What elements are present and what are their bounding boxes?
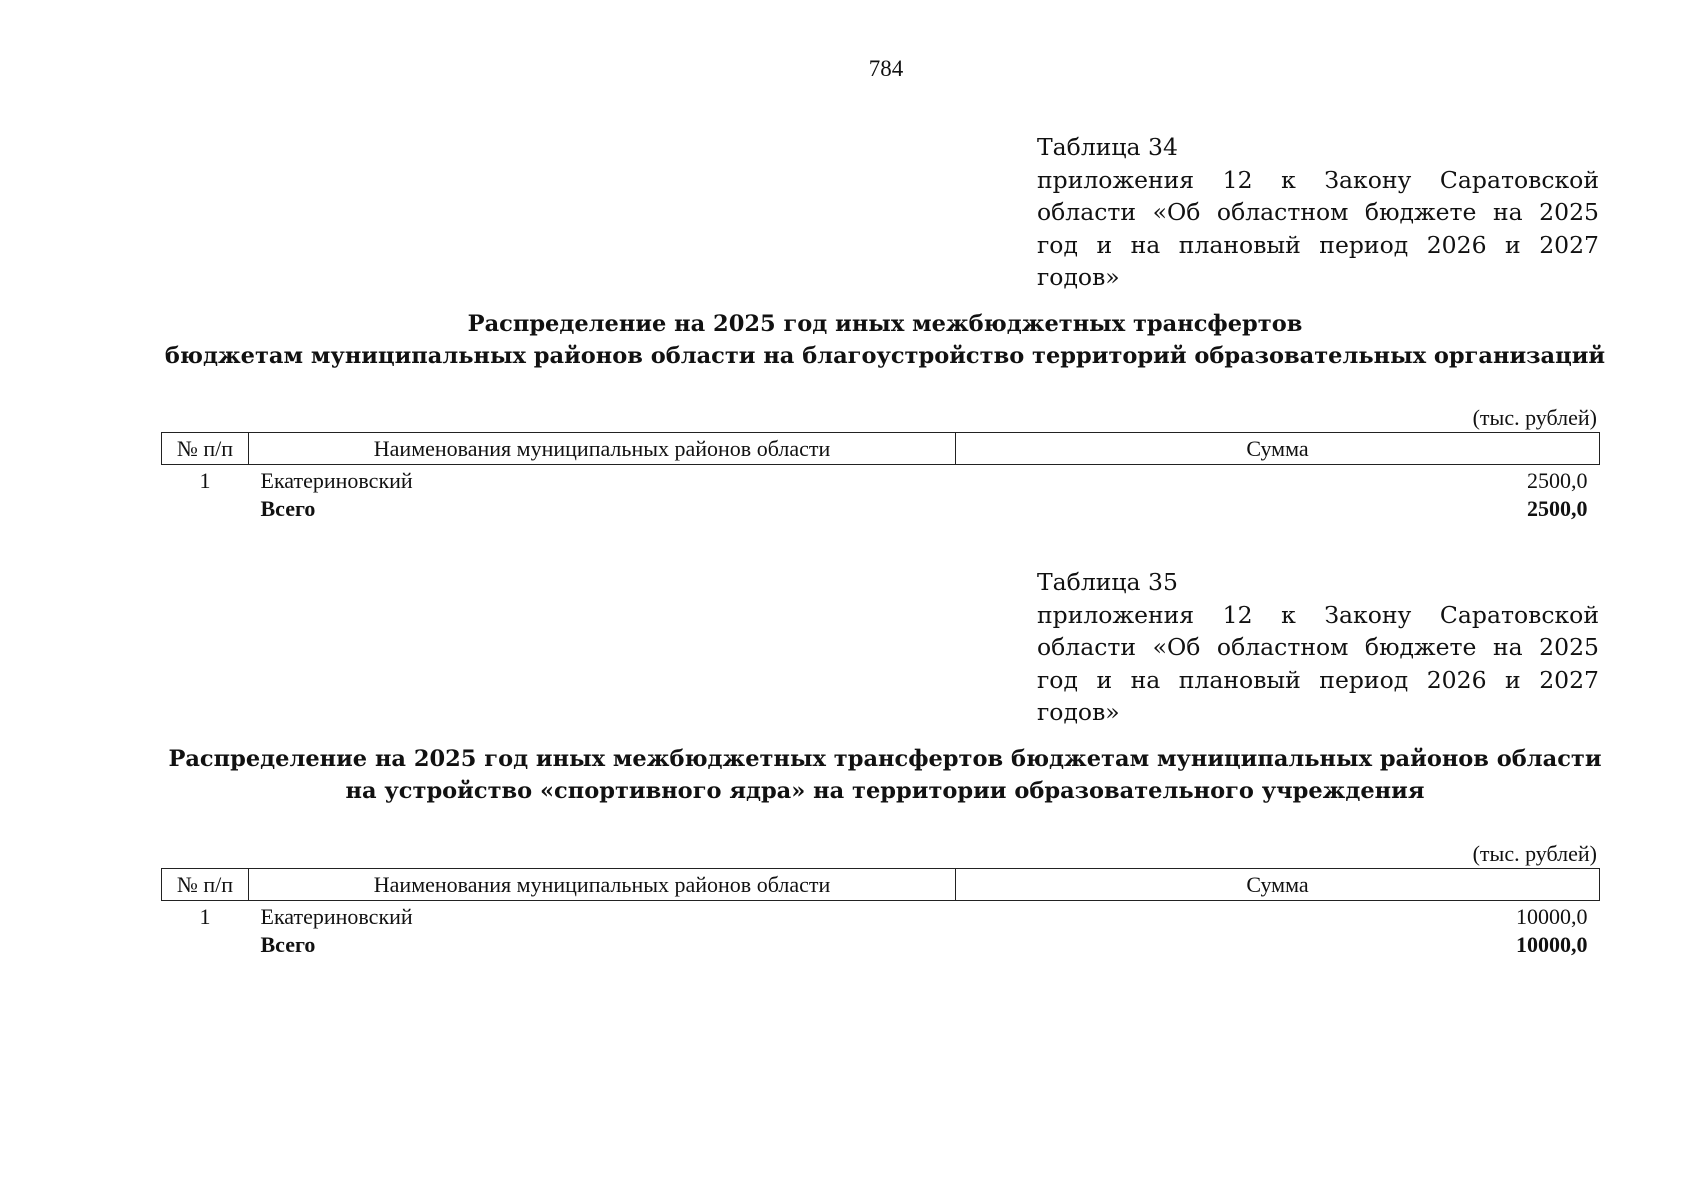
col-header-number: № п/п xyxy=(162,433,249,465)
row-district: Екатериновский xyxy=(260,904,413,929)
table-34-caption xyxy=(1037,131,1599,294)
heading-line: Распределение на 2025 год иных межбюджетных трансфертов бюджетам муниципальных районов области xyxy=(168,746,1602,772)
total-number-cell xyxy=(162,931,249,959)
row-number: 1 xyxy=(199,468,211,493)
total-number-cell xyxy=(162,495,249,523)
table-35-heading xyxy=(160,743,1610,807)
caption-table-number: Таблица 34 xyxy=(1037,133,1178,161)
total-sum: 2500,0 xyxy=(1527,496,1588,521)
caption-table-number: Таблица 35 xyxy=(1037,568,1178,596)
col-header-district: Наименования муниципальных районов области xyxy=(249,869,956,901)
total-row xyxy=(162,931,1600,959)
unit-label: (тыс. рублей) xyxy=(1472,405,1597,430)
table-row xyxy=(162,465,1600,496)
heading-line: Распределение на 2025 год иных межбюджетных трансфертов xyxy=(467,311,1303,337)
col-header-sum: Сумма xyxy=(956,433,1600,465)
heading-line: бюджетам муниципальных районов области на благоустройство территорий образовательных организаций xyxy=(164,343,1606,369)
row-sum: 2500,0 xyxy=(1527,468,1588,493)
row-sum: 10000,0 xyxy=(1516,904,1588,929)
col-header-sum: Сумма xyxy=(956,869,1600,901)
caption-law-reference: приложения 12 к Закону Саратовской области «Об областном бюджете на 2025 год и на плановый период 2026 и 2027 годов» xyxy=(1037,165,1599,291)
col-header-number: № п/п xyxy=(162,869,249,901)
table-row xyxy=(162,901,1600,932)
table-34-heading xyxy=(160,308,1610,372)
caption-law-reference: приложения 12 к Закону Саратовской области «Об областном бюджете на 2025 год и на плановый период 2026 и 2027 годов» xyxy=(1037,600,1599,726)
total-row xyxy=(162,495,1600,523)
total-sum: 10000,0 xyxy=(1516,932,1588,957)
table-header-row xyxy=(162,433,1600,465)
table-35-caption xyxy=(1037,566,1599,729)
row-district: Екатериновский xyxy=(260,468,413,493)
table-header-row xyxy=(162,869,1600,901)
table-35 xyxy=(161,868,1600,959)
total-label: Всего xyxy=(260,932,316,957)
heading-line: на устройство «спортивного ядра» на территории образовательного учреждения xyxy=(345,778,1425,804)
col-header-district: Наименования муниципальных районов области xyxy=(249,433,956,465)
table-34 xyxy=(161,432,1600,523)
row-number: 1 xyxy=(199,904,211,929)
total-label: Всего xyxy=(260,496,316,521)
unit-label: (тыс. рублей) xyxy=(1472,841,1597,866)
page-number: 784 xyxy=(868,56,904,81)
